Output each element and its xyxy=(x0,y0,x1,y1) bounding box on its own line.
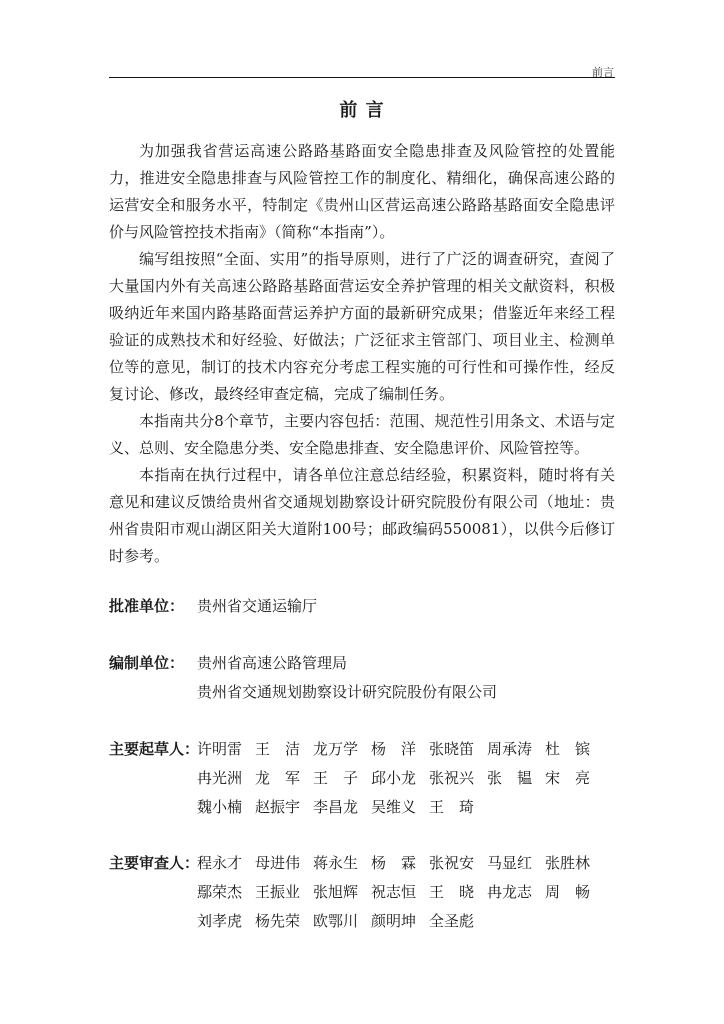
reviewer-name: 周 畅 xyxy=(545,883,591,901)
compilation-section xyxy=(109,648,629,706)
drafter-name: 王 洁 xyxy=(255,740,301,758)
compilation-label: 编制单位： xyxy=(109,654,185,672)
reviewer-name: 欧鄂川 xyxy=(313,912,359,930)
reviewer-name: 母进伟 xyxy=(255,854,301,872)
drafter-name: 王 琦 xyxy=(429,798,475,816)
compilation-value: 贵州省交通规划勘察设计研究院股份有限公司 xyxy=(197,683,498,701)
reviewers-section xyxy=(109,848,629,935)
page-title: 前 言 xyxy=(339,100,385,121)
drafter-name: 王 子 xyxy=(313,769,359,787)
drafter-name: 宋 亮 xyxy=(545,769,591,787)
reviewer-name: 张旭辉 xyxy=(313,883,359,901)
paragraph: 编写组按照“全面、实用”的指导原则，进行了广泛的调查研究，查阅了大量国内外有关高速公路路基路面营运安全养护管理的相关文献资料，积极吸纳近年来国内路基路面营运养护方面的最新研究成果；借鉴近年来经工程验证的成熟技术和好经验、好做法；广泛征求主管部门、项目业主、检测单位等的意见，制订的技术内容充分考虑工程实施的可行性和可操作性，经反复讨论、修改，最终经审查定稿，完成了编制任务。 xyxy=(109,250,615,403)
drafter-name: 许明雷 xyxy=(197,740,243,758)
reviewer-name: 张胜林 xyxy=(545,854,591,872)
paragraph: 本指南在执行过程中，请各单位注意总结经验，积累资料，随时将有关意见和建议反馈给贵州省交通规划勘察设计研究院股份有限公司（地址：贵州省贵阳市观山湖区阳关大道附100号；邮政编码550081），以供今后修订时参考。 xyxy=(109,466,615,565)
reviewer-name: 王振业 xyxy=(255,883,301,901)
reviewer-name: 程永才 xyxy=(197,854,243,872)
reviewer-name: 杨先荣 xyxy=(255,912,301,930)
drafter-name: 龙万学 xyxy=(313,740,359,758)
approval-label: 批准单位： xyxy=(109,597,185,615)
drafter-name: 杨 洋 xyxy=(371,740,417,758)
header-rule xyxy=(109,77,615,78)
drafter-name: 魏小楠 xyxy=(197,798,243,816)
preface-body xyxy=(109,138,615,570)
reviewer-name: 全圣彪 xyxy=(429,912,475,930)
drafter-name: 周承涛 xyxy=(487,740,533,758)
drafter-name: 龙 军 xyxy=(255,769,301,787)
reviewer-name: 蒋永生 xyxy=(313,854,359,872)
drafter-name: 张晓笛 xyxy=(429,740,475,758)
reviewer-name: 祝志恒 xyxy=(371,883,417,901)
reviewer-name: 鄢荣杰 xyxy=(197,883,243,901)
approval-value: 贵州省交通运输厅 xyxy=(197,597,318,615)
paragraph: 为加强我省营运高速公路路基路面安全隐患排查及风险管控的处置能力，推进安全隐患排查与风险管控工作的制度化、精细化，确保高速公路的运营安全和服务水平，特制定《贵州山区营运高速公路路基路面安全隐患评价与风险管控技术指南》（简称“本指南”）。 xyxy=(109,142,615,241)
drafters-label: 主要起草人： xyxy=(109,740,200,758)
drafter-name: 冉光洲 xyxy=(197,769,243,787)
drafter-name: 李昌龙 xyxy=(313,798,359,816)
drafter-name: 吴维义 xyxy=(371,798,417,816)
drafter-name: 张 韫 xyxy=(487,769,533,787)
drafters-section xyxy=(109,734,629,821)
paragraph: 本指南共分8个章节，主要内容包括：范围、规范性引用条文、术语与定义、总则、安全隐患分类、安全隐患排查、安全隐患评价、风险管控等。 xyxy=(109,412,615,457)
drafter-name: 杜 镔 xyxy=(545,740,591,758)
compilation-value: 贵州省高速公路管理局 xyxy=(197,654,348,672)
drafter-name: 邱小龙 xyxy=(371,769,417,787)
reviewer-name: 杨 霖 xyxy=(371,854,417,872)
approval-section xyxy=(109,591,629,620)
reviewer-name: 马显红 xyxy=(487,854,533,872)
reviewer-name: 王 晓 xyxy=(429,883,475,901)
reviewer-name: 张祝安 xyxy=(429,854,475,872)
reviewer-name: 冉龙志 xyxy=(487,883,533,901)
reviewer-name: 刘孝虎 xyxy=(197,912,243,930)
reviewer-name: 颜明坤 xyxy=(371,912,417,930)
reviewers-label: 主要审查人： xyxy=(109,854,200,872)
drafter-name: 张祝兴 xyxy=(429,769,475,787)
running-header: 前言 xyxy=(592,66,614,79)
drafter-name: 赵振宇 xyxy=(255,798,301,816)
